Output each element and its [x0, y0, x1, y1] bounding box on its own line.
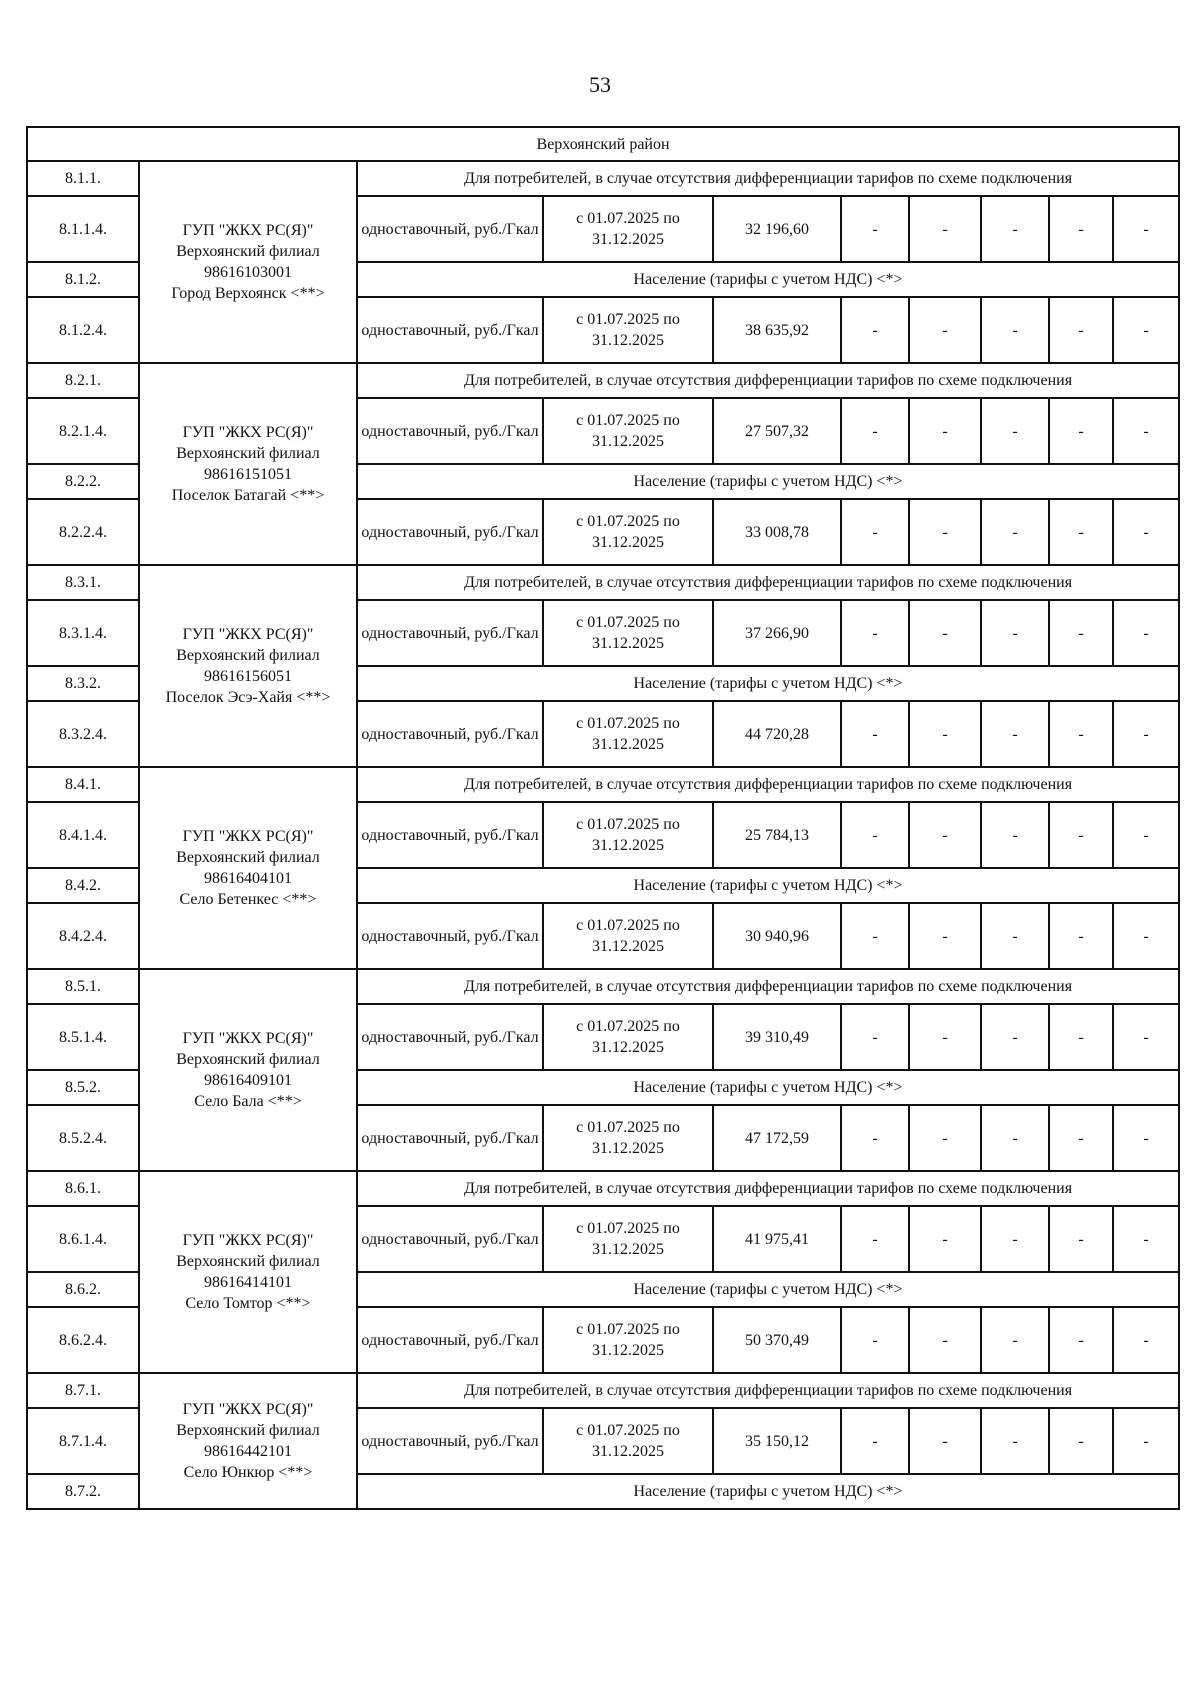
empty-dash-cell: -: [981, 701, 1049, 767]
empty-dash-cell: -: [981, 398, 1049, 464]
empty-dash-cell: -: [1049, 701, 1113, 767]
tariff-type-cell: одноставочный, руб./Гкал: [357, 499, 543, 565]
empty-dash-cell: -: [981, 297, 1049, 363]
empty-dash-cell: -: [1049, 802, 1113, 868]
org-branch: Верхоянский филиал: [176, 243, 320, 260]
org-locality: Поселок Батагай <**>: [171, 487, 325, 504]
consumers-row: [27, 565, 1179, 600]
consumers-label: Для потребителей, в случае отсутствия дифференциации тарифов по схеме подключения: [357, 1373, 1179, 1408]
row-number: 8.6.2.: [27, 1272, 139, 1307]
row-number: 8.5.2.4.: [27, 1105, 139, 1171]
tariff-value-cell: 47 172,59: [713, 1105, 841, 1171]
empty-dash-cell: -: [909, 1004, 981, 1070]
empty-dash-cell: -: [981, 802, 1049, 868]
page-number: 53: [589, 72, 611, 97]
row-number: 8.4.2.: [27, 868, 139, 903]
empty-dash-cell: -: [1113, 903, 1179, 969]
empty-dash-cell: -: [1049, 903, 1113, 969]
empty-dash-cell: -: [1049, 1206, 1113, 1272]
empty-dash-cell: -: [1049, 1408, 1113, 1474]
row-number: 8.3.1.: [27, 565, 139, 600]
tariff-type-cell: одноставочный, руб./Гкал: [357, 398, 543, 464]
org-name: ГУП "ЖКХ РС(Я)": [182, 424, 314, 441]
period-cell: с 01.07.2025 по 31.12.2025: [543, 196, 713, 262]
empty-dash-cell: -: [1049, 600, 1113, 666]
empty-dash-cell: -: [909, 297, 981, 363]
empty-dash-cell: -: [981, 1307, 1049, 1373]
empty-dash-cell: -: [1049, 1004, 1113, 1070]
row-number: 8.1.1.4.: [27, 196, 139, 262]
empty-dash-cell: -: [909, 196, 981, 262]
row-number: 8.2.2.: [27, 464, 139, 499]
empty-dash-cell: -: [981, 600, 1049, 666]
row-number: 8.5.1.: [27, 969, 139, 1004]
empty-dash-cell: -: [841, 903, 909, 969]
population-label: Население (тарифы с учетом НДС) <*>: [357, 868, 1179, 903]
org-branch: Верхоянский филиал: [176, 1051, 320, 1068]
period-cell: с 01.07.2025 по 31.12.2025: [543, 499, 713, 565]
tariff-type-cell: одноставочный, руб./Гкал: [357, 903, 543, 969]
period-cell: с 01.07.2025 по 31.12.2025: [543, 1206, 713, 1272]
row-number: 8.7.1.4.: [27, 1408, 139, 1474]
empty-dash-cell: -: [909, 802, 981, 868]
org-name: ГУП "ЖКХ РС(Я)": [182, 1401, 314, 1418]
org-code: 98616442101: [204, 1443, 292, 1460]
empty-dash-cell: -: [841, 499, 909, 565]
period-cell: с 01.07.2025 по 31.12.2025: [543, 398, 713, 464]
org-name: ГУП "ЖКХ РС(Я)": [182, 1030, 314, 1047]
row-number: 8.1.1.: [27, 161, 139, 196]
organization-cell: [139, 1171, 357, 1373]
org-branch: Верхоянский филиал: [176, 445, 320, 462]
empty-dash-cell: -: [1113, 1408, 1179, 1474]
empty-dash-cell: -: [981, 1004, 1049, 1070]
org-branch: Верхоянский филиал: [176, 647, 320, 664]
district-title: Верхоянский район: [27, 127, 1179, 161]
org-locality: Город Верхоянск <**>: [171, 285, 325, 302]
org-code: 98616404101: [204, 870, 292, 887]
tariff-value-cell: 27 507,32: [713, 398, 841, 464]
tariff-type-cell: одноставочный, руб./Гкал: [357, 1408, 543, 1474]
empty-dash-cell: -: [841, 1206, 909, 1272]
empty-dash-cell: -: [981, 1105, 1049, 1171]
row-number: 8.6.2.4.: [27, 1307, 139, 1373]
empty-dash-cell: -: [1049, 297, 1113, 363]
tariff-type-cell: одноставочный, руб./Гкал: [357, 1307, 543, 1373]
empty-dash-cell: -: [1113, 1206, 1179, 1272]
row-number: 8.1.2.: [27, 262, 139, 297]
empty-dash-cell: -: [841, 196, 909, 262]
period-cell: с 01.07.2025 по 31.12.2025: [543, 903, 713, 969]
org-name: ГУП "ЖКХ РС(Я)": [182, 1232, 314, 1249]
org-code: 98616156051: [204, 668, 292, 685]
empty-dash-cell: -: [981, 903, 1049, 969]
row-number: 8.7.1.: [27, 1373, 139, 1408]
row-number: 8.7.2.: [27, 1474, 139, 1509]
organization-cell: [139, 565, 357, 767]
empty-dash-cell: -: [909, 1307, 981, 1373]
org-locality: Село Бетенкес <**>: [179, 891, 317, 908]
empty-dash-cell: -: [841, 600, 909, 666]
organization-cell: [139, 767, 357, 969]
district-row: [27, 127, 1179, 161]
tariff-value-cell: 38 635,92: [713, 297, 841, 363]
org-locality: Село Юнкюр <**>: [183, 1464, 313, 1481]
empty-dash-cell: -: [909, 903, 981, 969]
tariff-value-cell: 37 266,90: [713, 600, 841, 666]
consumers-row: [27, 1171, 1179, 1206]
org-code: 98616409101: [204, 1072, 292, 1089]
row-number: 8.1.2.4.: [27, 297, 139, 363]
tariff-value-cell: 32 196,60: [713, 196, 841, 262]
empty-dash-cell: -: [1113, 600, 1179, 666]
consumers-row: [27, 767, 1179, 802]
organization-cell: [139, 161, 357, 363]
row-number: 8.5.1.4.: [27, 1004, 139, 1070]
org-code: 98616151051: [204, 466, 292, 483]
period-cell: с 01.07.2025 по 31.12.2025: [543, 1004, 713, 1070]
org-locality: Поселок Эсэ-Хайя <**>: [165, 689, 331, 706]
empty-dash-cell: -: [909, 701, 981, 767]
period-cell: с 01.07.2025 по 31.12.2025: [543, 802, 713, 868]
tariff-type-cell: одноставочный, руб./Гкал: [357, 701, 543, 767]
empty-dash-cell: -: [1113, 1105, 1179, 1171]
tariff-table: [26, 126, 1180, 1510]
empty-dash-cell: -: [981, 499, 1049, 565]
population-label: Население (тарифы с учетом НДС) <*>: [357, 1474, 1179, 1509]
empty-dash-cell: -: [1113, 701, 1179, 767]
row-number: 8.4.2.4.: [27, 903, 139, 969]
consumers-label: Для потребителей, в случае отсутствия дифференциации тарифов по схеме подключения: [357, 565, 1179, 600]
empty-dash-cell: -: [1113, 1307, 1179, 1373]
empty-dash-cell: -: [909, 1206, 981, 1272]
period-cell: с 01.07.2025 по 31.12.2025: [543, 600, 713, 666]
organization-cell: [139, 969, 357, 1171]
empty-dash-cell: -: [841, 1004, 909, 1070]
empty-dash-cell: -: [981, 196, 1049, 262]
empty-dash-cell: -: [1049, 398, 1113, 464]
org-name: ГУП "ЖКХ РС(Я)": [182, 222, 314, 239]
org-branch: Верхоянский филиал: [176, 1253, 320, 1270]
empty-dash-cell: -: [841, 1307, 909, 1373]
tariff-value-cell: 50 370,49: [713, 1307, 841, 1373]
empty-dash-cell: -: [1113, 802, 1179, 868]
tariff-value-cell: 33 008,78: [713, 499, 841, 565]
consumers-row: [27, 969, 1179, 1004]
consumers-label: Для потребителей, в случае отсутствия дифференциации тарифов по схеме подключения: [357, 767, 1179, 802]
row-number: 8.2.1.: [27, 363, 139, 398]
population-label: Население (тарифы с учетом НДС) <*>: [357, 666, 1179, 701]
tariff-value-cell: 30 940,96: [713, 903, 841, 969]
row-number: 8.3.2.4.: [27, 701, 139, 767]
consumers-label: Для потребителей, в случае отсутствия дифференциации тарифов по схеме подключения: [357, 969, 1179, 1004]
empty-dash-cell: -: [981, 1408, 1049, 1474]
period-cell: с 01.07.2025 по 31.12.2025: [543, 1307, 713, 1373]
row-number: 8.3.2.: [27, 666, 139, 701]
period-cell: с 01.07.2025 по 31.12.2025: [543, 1408, 713, 1474]
empty-dash-cell: -: [841, 297, 909, 363]
empty-dash-cell: -: [841, 802, 909, 868]
empty-dash-cell: -: [981, 1206, 1049, 1272]
consumers-label: Для потребителей, в случае отсутствия дифференциации тарифов по схеме подключения: [357, 161, 1179, 196]
tariff-value-cell: 25 784,13: [713, 802, 841, 868]
tariff-type-cell: одноставочный, руб./Гкал: [357, 196, 543, 262]
row-number: 8.6.1.4.: [27, 1206, 139, 1272]
empty-dash-cell: -: [909, 600, 981, 666]
org-branch: Верхоянский филиал: [176, 1422, 320, 1439]
population-label: Население (тарифы с учетом НДС) <*>: [357, 464, 1179, 499]
tariff-value-cell: 39 310,49: [713, 1004, 841, 1070]
org-code: 98616414101: [204, 1274, 292, 1291]
empty-dash-cell: -: [909, 499, 981, 565]
empty-dash-cell: -: [909, 398, 981, 464]
tariff-type-cell: одноставочный, руб./Гкал: [357, 802, 543, 868]
empty-dash-cell: -: [1049, 499, 1113, 565]
consumers-label: Для потребителей, в случае отсутствия дифференциации тарифов по схеме подключения: [357, 363, 1179, 398]
tariff-value-cell: 41 975,41: [713, 1206, 841, 1272]
tariff-type-cell: одноставочный, руб./Гкал: [357, 1206, 543, 1272]
empty-dash-cell: -: [1049, 1307, 1113, 1373]
tariff-type-cell: одноставочный, руб./Гкал: [357, 600, 543, 666]
consumers-row: [27, 363, 1179, 398]
population-label: Население (тарифы с учетом НДС) <*>: [357, 1272, 1179, 1307]
row-number: 8.2.1.4.: [27, 398, 139, 464]
org-code: 98616103001: [204, 264, 292, 281]
empty-dash-cell: -: [1113, 196, 1179, 262]
population-label: Население (тарифы с учетом НДС) <*>: [357, 262, 1179, 297]
period-cell: с 01.07.2025 по 31.12.2025: [543, 701, 713, 767]
org-name: ГУП "ЖКХ РС(Я)": [182, 626, 314, 643]
empty-dash-cell: -: [1049, 196, 1113, 262]
empty-dash-cell: -: [1113, 1004, 1179, 1070]
empty-dash-cell: -: [841, 398, 909, 464]
row-number: 8.4.1.4.: [27, 802, 139, 868]
tariff-type-cell: одноставочный, руб./Гкал: [357, 1105, 543, 1171]
organization-cell: [139, 1373, 357, 1509]
empty-dash-cell: -: [841, 701, 909, 767]
tariff-type-cell: одноставочный, руб./Гкал: [357, 1004, 543, 1070]
period-cell: с 01.07.2025 по 31.12.2025: [543, 1105, 713, 1171]
empty-dash-cell: -: [1113, 499, 1179, 565]
empty-dash-cell: -: [1049, 1105, 1113, 1171]
empty-dash-cell: -: [841, 1105, 909, 1171]
org-branch: Верхоянский филиал: [176, 849, 320, 866]
consumers-label: Для потребителей, в случае отсутствия дифференциации тарифов по схеме подключения: [357, 1171, 1179, 1206]
empty-dash-cell: -: [841, 1408, 909, 1474]
row-number: 8.5.2.: [27, 1070, 139, 1105]
empty-dash-cell: -: [1113, 398, 1179, 464]
tariff-value-cell: 44 720,28: [713, 701, 841, 767]
consumers-row: [27, 161, 1179, 196]
period-cell: с 01.07.2025 по 31.12.2025: [543, 297, 713, 363]
row-number: 8.4.1.: [27, 767, 139, 802]
empty-dash-cell: -: [909, 1408, 981, 1474]
org-name: ГУП "ЖКХ РС(Я)": [182, 828, 314, 845]
row-number: 8.2.2.4.: [27, 499, 139, 565]
tariff-type-cell: одноставочный, руб./Гкал: [357, 297, 543, 363]
consumers-row: [27, 1373, 1179, 1408]
empty-dash-cell: -: [1113, 297, 1179, 363]
row-number: 8.6.1.: [27, 1171, 139, 1206]
org-locality: Село Томтор <**>: [185, 1295, 311, 1312]
row-number: 8.3.1.4.: [27, 600, 139, 666]
empty-dash-cell: -: [909, 1105, 981, 1171]
tariff-value-cell: 35 150,12: [713, 1408, 841, 1474]
organization-cell: [139, 363, 357, 565]
population-label: Население (тарифы с учетом НДС) <*>: [357, 1070, 1179, 1105]
org-locality: Село Бала <**>: [194, 1093, 302, 1110]
